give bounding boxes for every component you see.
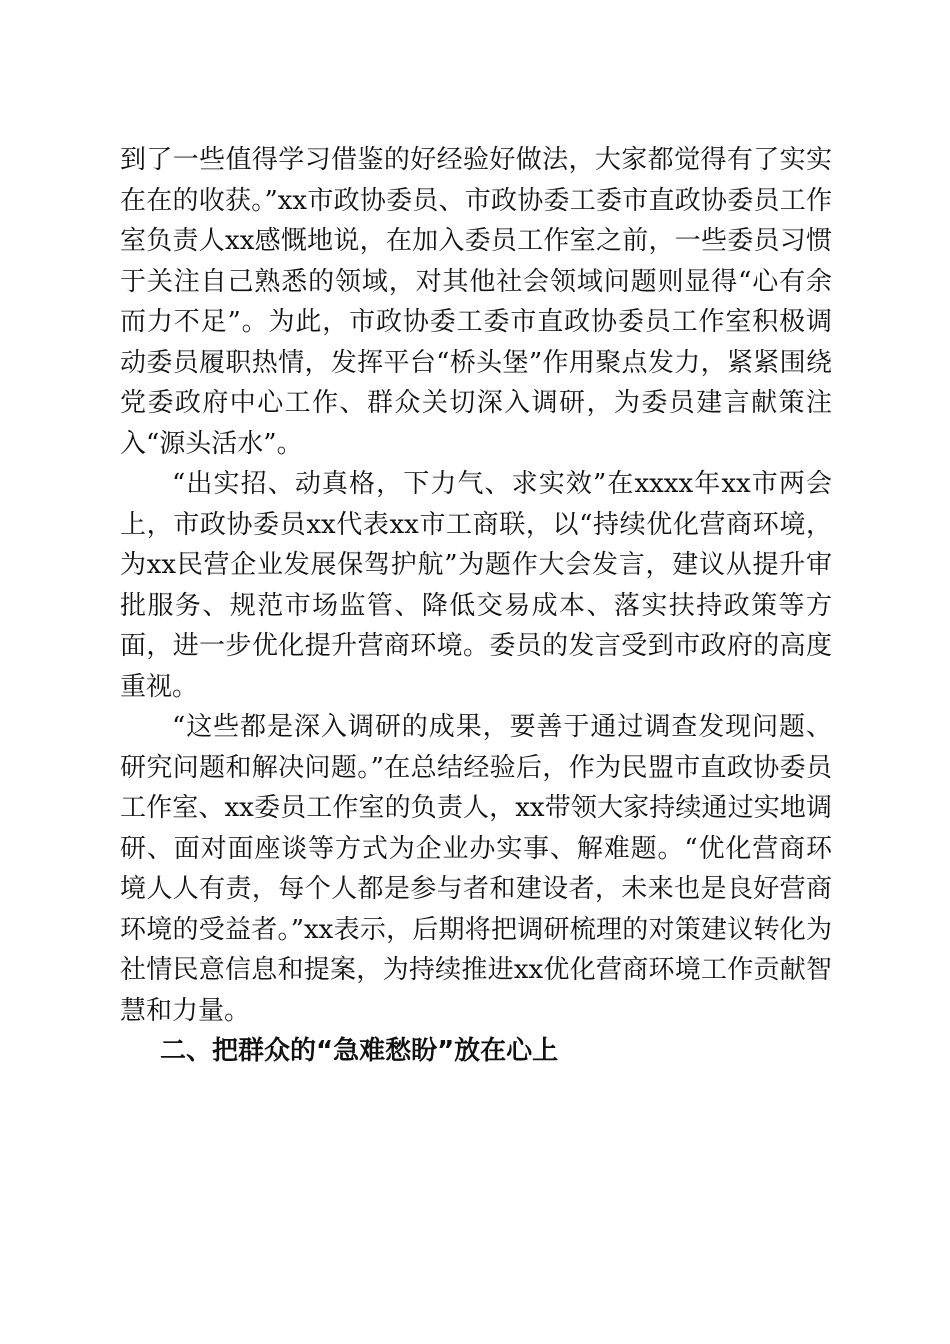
- paragraph-two-sessions: “出实招、动真格，下力气、求实效”在xxxx年xx市两会上，市政协委员xx代表xx市工商联，以“持续优化营商环境，为xx民营企业发展保驾护航”为题作大会发言，建议从提升审批服务、规范市场监管、降低交易成本、落实扶持政策等方面，进一步优化提升营商环境。委员的发言受到市政府的高度重视。: [120, 469, 832, 702]
- section-heading: 二、把群众的“急难愁盼”放在心上: [160, 1036, 559, 1066]
- document-body: [120, 140, 832, 1072]
- paragraph-continued: 到了一些值得学习借鉴的好经验好做法，大家都觉得有了实实在在的收获。”xx市政协委员、市政协委工委市直政协委员工作室负责人xx感慨地说，在加入委员工作室之前，一些委员习惯于关注自己熟悉的领域，对其他社会领域问题则显得“心有余而力不足”。为此，市政协委工委市直政协委员工作室积极调动委员履职热情，发挥平台“桥头堡”作用聚点发力，紧紧围绕党委政府中心工作、群众关切深入调研，为委员建言献策注入“源头活水”。: [120, 145, 832, 459]
- paragraph-research-results: “这些都是深入调研的成果，要善于通过调查发现问题、研究问题和解决问题。”在总结经验后，作为民盟市直政协委员工作室、xx委员工作室的负责人，xx带领大家持续通过实地调研、面对面座谈等方式为企业办实事、解难题。“优化营商环境人人有责，每个人都是参与者和建设者，未来也是良好营商环境的受益者。”xx表示，后期将把调研梳理的对策建议转化为社情民意信息和提案，为持续推进xx优化营商环境工作贡献智慧和力量。: [120, 712, 832, 1026]
